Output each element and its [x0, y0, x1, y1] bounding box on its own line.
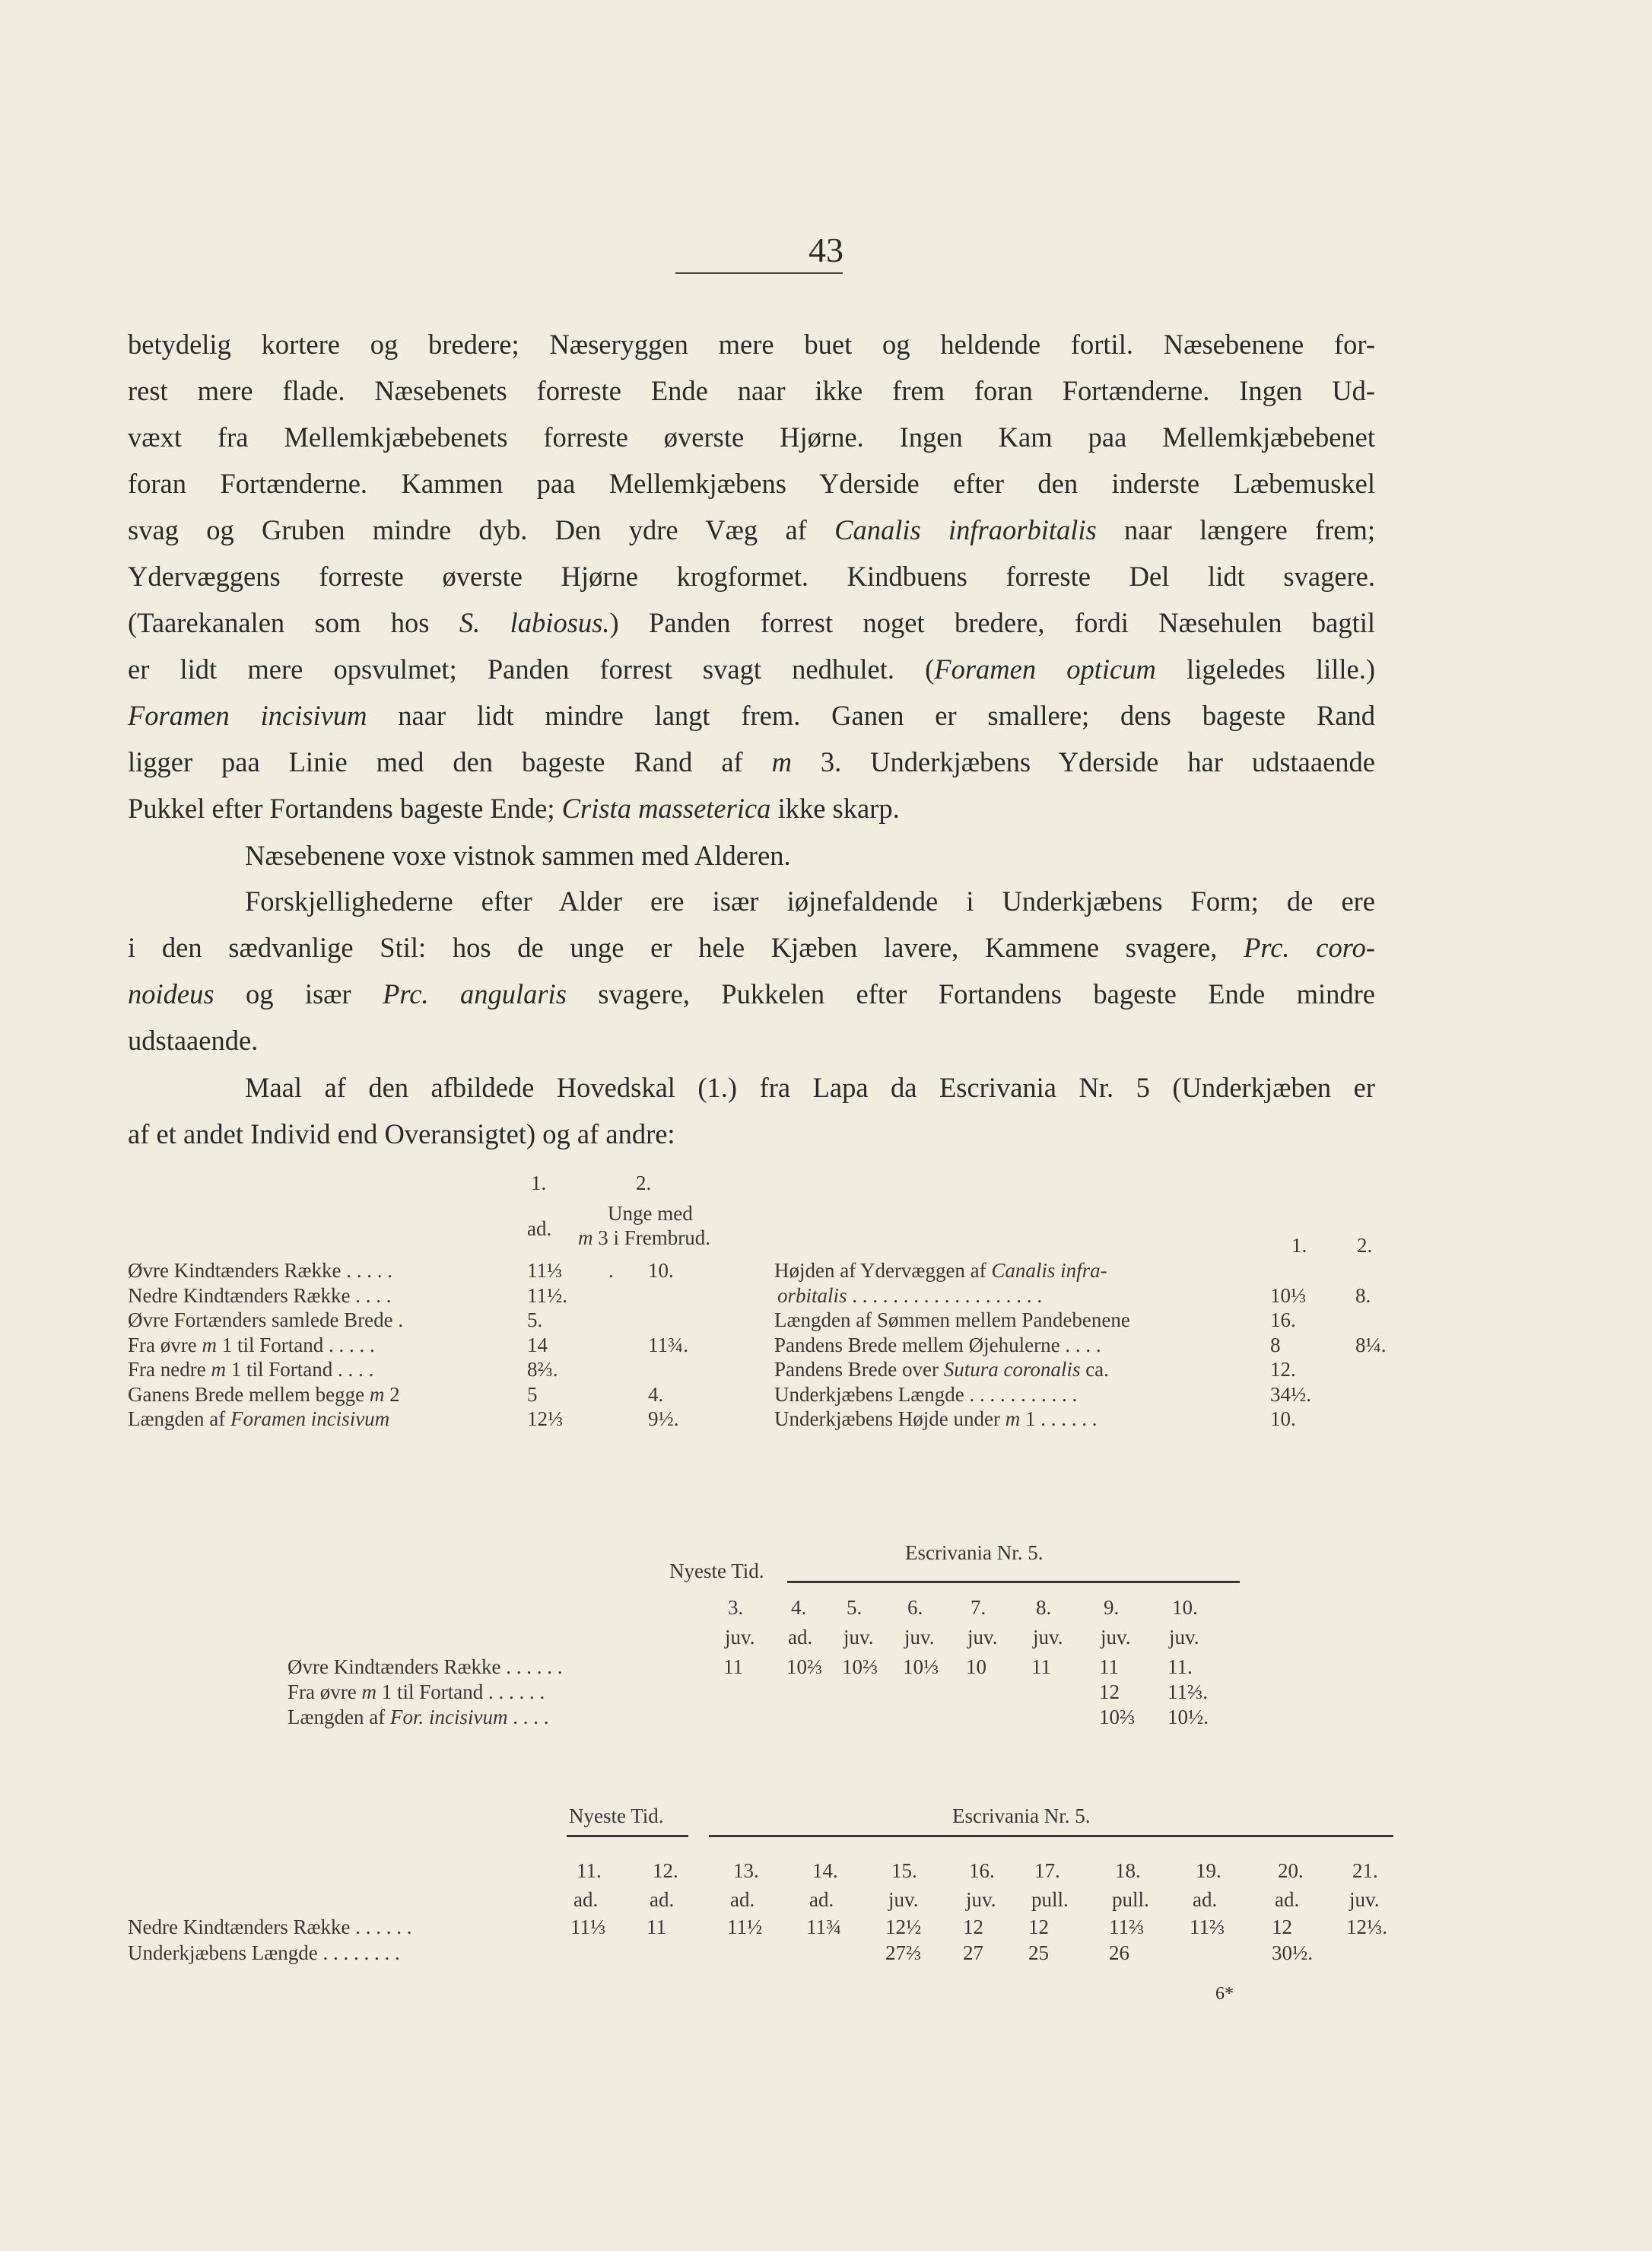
col-num: 13.: [733, 1859, 759, 1882]
cell-value: 12: [1272, 1916, 1292, 1938]
right-col-2-head: 2.: [1357, 1234, 1373, 1257]
cell-value: 11: [1099, 1655, 1119, 1678]
group-brace: [787, 1581, 1240, 1583]
text-line: Forskjellighederne efter Alder ere især iøjnefaldende i Underkjæbens Form; de ere: [245, 885, 1375, 917]
value-col-2: 9½.: [648, 1407, 679, 1430]
col-num: 14.: [812, 1859, 838, 1882]
row-label: Fra øvre m 1 til Fortand . . . . .: [128, 1333, 375, 1356]
group-label: Nyeste Tid.: [569, 1804, 664, 1827]
text-line: (Taarekanalen som hos S. labiosus.) Panden forrest noget bredere, fordi Næsehulen bagtil: [128, 607, 1375, 638]
cell-value: 12: [1099, 1680, 1120, 1703]
col-age: juv.: [966, 1888, 996, 1911]
cell-value: 11½: [727, 1916, 763, 1938]
text-line: svag og Gruben mindre dyb. Den ydre Væg af Canalis infraorbitalis naar længere frem;: [128, 514, 1375, 545]
col-age: ad.: [1193, 1888, 1218, 1911]
col-num: 4.: [791, 1596, 807, 1619]
cell-value: 12⅓.: [1346, 1916, 1387, 1938]
row-label: Længden af Foramen incisivum: [128, 1407, 390, 1430]
group-label: Nyeste Tid.: [669, 1559, 764, 1582]
cell-value: 26: [1109, 1941, 1129, 1964]
value-col-2: 10.: [648, 1259, 674, 1282]
col-num: 15.: [891, 1859, 917, 1882]
row-label: Øvre Kindtænders Række . . . . . .: [288, 1655, 563, 1678]
col-age: ad.: [650, 1888, 675, 1911]
text-line: Pukkel efter Fortandens bageste Ende; Crista masseterica ikke skarp.: [128, 793, 900, 824]
col-num: 11.: [577, 1859, 602, 1882]
text-line: Ydervæggens forreste øverste Hjørne krogformet. Kindbuens forreste Del lidt svagere.: [128, 561, 1375, 592]
row-label: Underkjæbens Længde . . . . . . . .: [128, 1941, 400, 1964]
text-line: udstaaende.: [128, 1025, 259, 1056]
text-line: Maal af den afbildede Hovedskal (1.) fra Lapa da Escrivania Nr. 5 (Underkjæben er: [245, 1072, 1375, 1103]
col-num: 6.: [907, 1596, 923, 1619]
right-col-1-head: 1.: [1291, 1234, 1307, 1257]
cell-value: 30½.: [1272, 1941, 1313, 1964]
value-col-1: 8⅔.: [527, 1358, 558, 1381]
text-line: er lidt mere opsvulmet; Panden forrest svagt nedhulet. (Foramen opticum ligeledes lille.): [128, 653, 1375, 685]
text-line: Næsebenene voxe vistnok sammen med Alderen.: [245, 840, 791, 871]
col-age: pull.: [1031, 1888, 1069, 1911]
cell-value: 12: [963, 1916, 983, 1938]
row-label: Nedre Kindtænders Række . . . .: [128, 1283, 392, 1307]
col-2-head: 2.: [636, 1172, 652, 1194]
col-num: 3.: [728, 1596, 744, 1619]
value-col-1: 34½.: [1270, 1382, 1311, 1406]
col-num: 5.: [847, 1596, 863, 1619]
col-age: juv.: [1101, 1626, 1131, 1649]
col-1-age: ad.: [527, 1217, 552, 1240]
group-label: Escrivania Nr. 5.: [905, 1541, 1044, 1564]
cell-value: 27: [963, 1941, 983, 1964]
col-age: ad.: [788, 1626, 813, 1649]
value-col-1: 5.: [527, 1308, 543, 1331]
paragraph: [128, 832, 1375, 879]
value-col-1: 14: [527, 1333, 548, 1356]
cell-value: 11: [1031, 1655, 1051, 1678]
value-col-1: 11½.: [527, 1283, 567, 1307]
value-col-2: 8¼.: [1355, 1333, 1387, 1356]
row-label: Øvre Fortænders samlede Brede .: [128, 1308, 404, 1331]
value-col-1: 5: [527, 1382, 538, 1406]
cell-value: 10⅔: [786, 1655, 823, 1678]
col-num: 21.: [1352, 1859, 1378, 1882]
group-brace: [567, 1835, 688, 1837]
row-label: orbitalis . . . . . . . . . . . . . . . . . . .: [777, 1283, 1043, 1307]
col-age: juv.: [1033, 1626, 1063, 1649]
cell-value: 10⅓: [903, 1655, 939, 1678]
row-label: Pandens Brede mellem Øjehulerne . . . .: [774, 1333, 1101, 1356]
cell-value: 10⅔: [842, 1655, 878, 1678]
col-age: juv.: [1349, 1888, 1380, 1911]
cell-value: 12½: [885, 1916, 922, 1938]
row-label: Længden af Sømmen mellem Pandebenene: [774, 1308, 1130, 1331]
text-line: Foramen incisivum naar lidt mindre langt frem. Ganen er smallere; dens bageste Rand: [128, 700, 1375, 731]
col-age: ad.: [1275, 1888, 1300, 1911]
value-col-1: 8: [1270, 1333, 1281, 1356]
text-line: foran Fortænderne. Kammen paa Mellemkjæbens Yderside efter den inderste Læbemuskel: [128, 468, 1375, 499]
col-age: ad.: [730, 1888, 755, 1911]
value-col-1: 16.: [1270, 1308, 1296, 1331]
text-line: i den sædvanlige Stil: hos de unge er hele Kjæben lavere, Kammene svagere, Prc. coro-: [128, 932, 1375, 963]
cell-value: 12: [1028, 1916, 1049, 1938]
cell-value: 11: [723, 1655, 743, 1678]
cell-value: 25: [1028, 1941, 1049, 1964]
value-col-1: 12⅓: [527, 1407, 564, 1430]
col-age: ad.: [573, 1888, 599, 1911]
cell-value: 11.: [1168, 1655, 1193, 1678]
text-line: rest mere flade. Næsebenets forreste Ende naar ikke frem foran Fortænderne. Ingen Ud-: [128, 375, 1375, 406]
col-1-head: 1.: [531, 1172, 547, 1194]
text-line: af et andet Individ end Overansigtet) og af andre:: [128, 1118, 675, 1149]
row-label: Højden af Ydervæggen af Canalis infra-: [774, 1259, 1107, 1282]
text-line: noideus og især Prc. angularis svagere, Pukkelen efter Fortandens bageste Ende mindre: [128, 978, 1375, 1009]
col-2-sub: Unge med: [608, 1202, 693, 1225]
row-label: Fra nedre m 1 til Fortand . . . .: [128, 1358, 374, 1381]
col-num: 17.: [1034, 1859, 1060, 1882]
col-age: juv.: [967, 1626, 998, 1649]
col-num: 9.: [1104, 1596, 1120, 1619]
row-label: Underkjæbens Højde under m 1 . . . . . .: [774, 1407, 1098, 1430]
col-age: juv.: [843, 1626, 874, 1649]
text-line: betydelig kortere og bredere; Næseryggen mere buet og heldende fortil. Næsebenene for-: [128, 329, 1375, 360]
value-col-2: 4.: [648, 1382, 664, 1406]
col-num: 19.: [1196, 1859, 1222, 1882]
paragraph: [128, 1064, 1375, 1157]
col-num: 20.: [1278, 1859, 1304, 1882]
col-num: 7.: [971, 1596, 986, 1619]
paragraph: [128, 321, 1375, 831]
value-col-1: 10⅓: [1270, 1283, 1307, 1307]
header-rule: [675, 272, 843, 274]
value-col-1: 10.: [1270, 1407, 1296, 1430]
col-num: 16.: [969, 1859, 995, 1882]
cell-value: 11: [647, 1916, 666, 1938]
group-brace: [709, 1835, 1393, 1837]
col-num: 18.: [1115, 1859, 1141, 1882]
separator: .: [608, 1259, 614, 1282]
col-age: pull.: [1112, 1888, 1149, 1911]
paragraph: [128, 878, 1375, 1064]
col-num: 10.: [1172, 1596, 1198, 1619]
cell-value: 10⅔: [1099, 1706, 1136, 1728]
cell-value: 11⅔.: [1168, 1680, 1208, 1703]
value-col-1: 12.: [1270, 1358, 1296, 1381]
page-number: 43: [809, 231, 843, 269]
cell-value: 10½.: [1168, 1706, 1209, 1728]
cell-value: 27⅔: [885, 1941, 922, 1964]
row-label: Fra øvre m 1 til Fortand . . . . . .: [288, 1680, 545, 1703]
cell-value: 11⅔: [1109, 1916, 1145, 1938]
signature-mark: 6*: [1215, 1984, 1234, 2004]
row-label: Ganens Brede mellem begge m 2: [128, 1382, 400, 1406]
value-col-2: 8.: [1355, 1283, 1371, 1307]
row-label: Pandens Brede over Sutura coronalis ca.: [774, 1358, 1109, 1381]
value-col-1: 11⅓: [527, 1259, 563, 1282]
group-label: Escrivania Nr. 5.: [952, 1804, 1091, 1827]
row-label: Nedre Kindtænders Række . . . . . .: [128, 1916, 412, 1938]
col-age: ad.: [809, 1888, 834, 1911]
cell-value: 10: [966, 1655, 986, 1678]
col-2-sub: m 3 i Frembrud.: [578, 1226, 710, 1249]
col-age: juv.: [888, 1888, 919, 1911]
cell-value: 11⅓: [570, 1916, 606, 1938]
col-age: juv.: [1169, 1626, 1199, 1649]
row-label: Længden af For. incisivum . . . .: [288, 1706, 549, 1728]
col-num: 8.: [1036, 1596, 1052, 1619]
col-num: 12.: [653, 1859, 678, 1882]
value-col-2: 11¾.: [648, 1333, 688, 1356]
col-age: juv.: [725, 1626, 755, 1649]
text-line: væxt fra Mellemkjæbebenets forreste øverste Hjørne. Ingen Kam paa Mellemkjæbebenet: [128, 421, 1375, 453]
row-label: Øvre Kindtænders Række . . . . .: [128, 1259, 392, 1282]
row-label: Underkjæbens Længde . . . . . . . . . . .: [774, 1382, 1078, 1406]
text-line: ligger paa Linie med den bageste Rand af m 3. Underkjæbens Yderside har udstaaende: [128, 746, 1375, 777]
cell-value: 11¾: [806, 1916, 842, 1938]
cell-value: 11⅔: [1190, 1916, 1225, 1938]
col-age: juv.: [904, 1626, 935, 1649]
